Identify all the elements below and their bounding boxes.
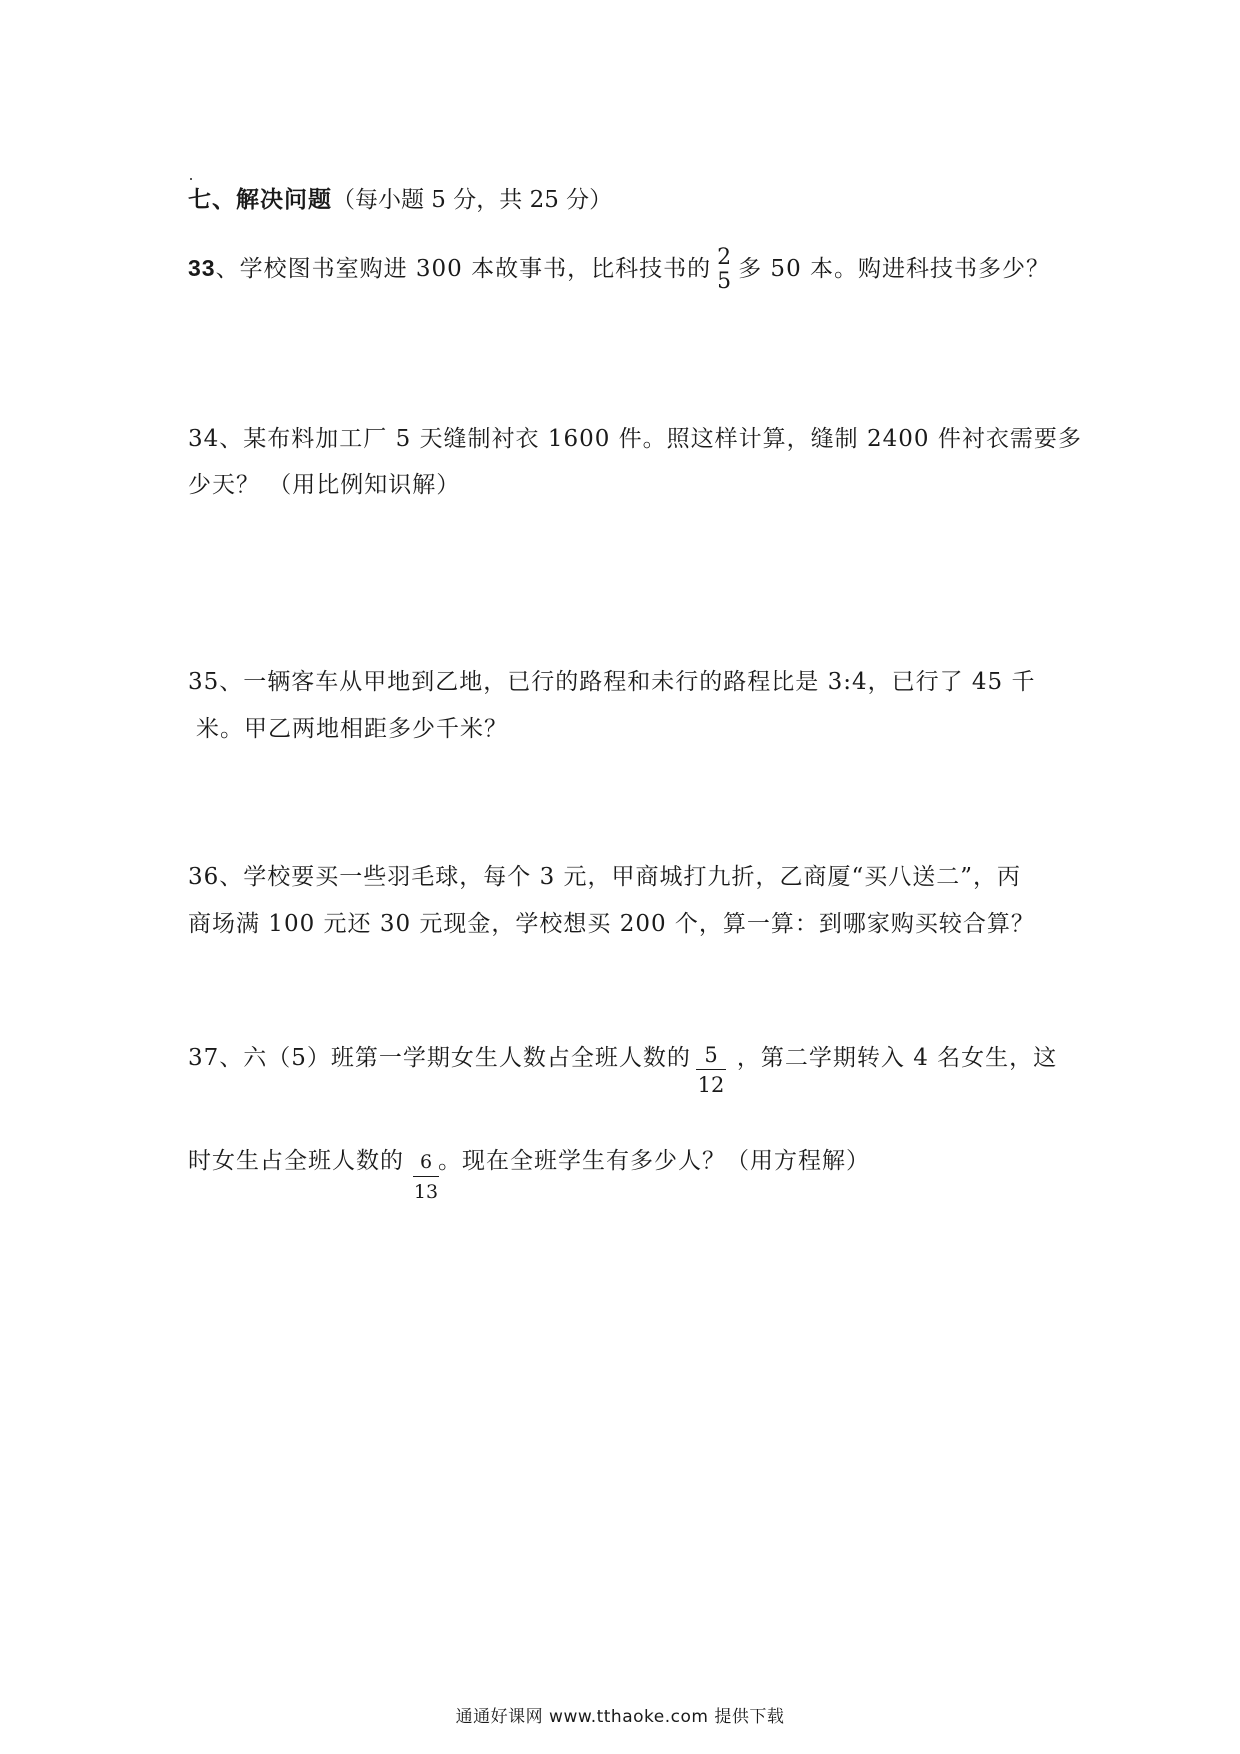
section-title: 七、解决问题	[188, 187, 332, 213]
question-text-cont: 。现在全班学生有多少人？（用方程解）	[438, 1148, 870, 1174]
fraction-two-fifths	[717, 246, 732, 294]
question-text: 37、六（5）班第一学期女生人数占全班人数的	[188, 1045, 691, 1071]
question-33	[188, 246, 1050, 294]
fraction-numerator: 2	[717, 245, 733, 270]
question-34-line-1: 34、某布料加工厂 5 天缝制衬衣 1600 件。照这样计算，缝制 2400 件衬衣需要多	[188, 426, 1082, 452]
fraction-denominator: 13	[413, 1176, 439, 1204]
question-text: 时女生占全班人数的	[188, 1148, 404, 1174]
question-34-line-2: 少天？ （用比例知识解）	[188, 472, 461, 498]
question-35-line-1: 35、一辆客车从甲地到乙地，已行的路程和未行的路程比是 3:4，已行了 45 千	[188, 669, 1036, 695]
question-36-line-2: 商场满 100 元还 30 元现金，学校想买 200 个，算一算：到哪家购买较合算？	[188, 911, 1035, 937]
question-number: 33	[188, 255, 216, 281]
question-text: 、学校图书室购进 300 本故事书，比科技书的	[215, 256, 712, 282]
fraction-six-thirteenths	[413, 1150, 439, 1204]
section-heading	[188, 185, 612, 215]
scan-speck	[190, 178, 192, 180]
question-text-cont: 多 50 本。购进科技书多少？	[738, 256, 1051, 282]
question-text-cont: ，第二学期转入 4 名女生，这	[736, 1045, 1058, 1071]
fraction-five-twelfths	[696, 1043, 726, 1097]
page-footer: 通通好课网 www.tthaoke.com 提供下载	[455, 1707, 785, 1727]
question-36-line-1: 36、学校要买一些羽毛球，每个 3 元，甲商城打九折，乙商厦“买八送二”，丙	[188, 864, 1022, 890]
fraction-denominator: 5	[717, 269, 733, 294]
fraction-denominator: 12	[696, 1069, 726, 1097]
question-37-line-2	[188, 1146, 870, 1176]
question-37-line-1	[188, 1043, 1057, 1073]
fraction-numerator: 5	[704, 1043, 718, 1067]
fraction-numerator: 6	[419, 1151, 433, 1173]
section-scoring-note: （每小题 5 分，共 25 分）	[332, 187, 613, 213]
question-35-line-2: 米。甲乙两地相距多少千米？	[196, 716, 508, 742]
